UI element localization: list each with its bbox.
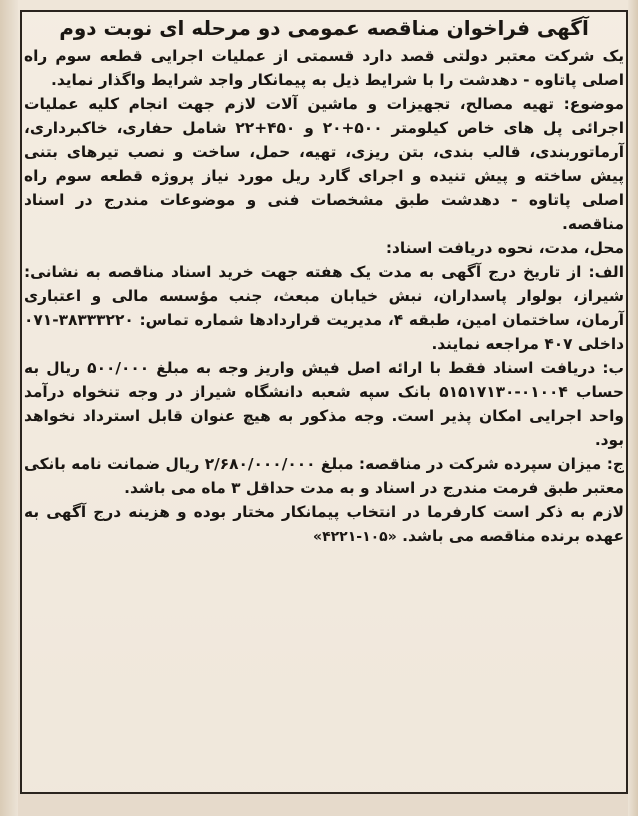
item-a-paragraph: الف: از تاریخ درج آگهی به مدت یک هفته جهت خرید اسناد مناقصه به نشانی: شیراز، بولوار پاسداران، نبش خیابان مبعث، جنب مؤسسه مالی و اعتباری آرمان، ساختمان امین، طبقه ۴، مدیریت قراردادها شماره تماس: ۳۸۳۳۳۲۲۰-۰۷۱ داخلی ۴۰۷ مراجعه نمایند. (24, 263, 624, 353)
item-c-paragraph: ج: میزان سپرده شرکت در مناقصه: مبلغ ۲/۶۸۰/۰۰۰/۰۰۰ ریال ضمانت نامه بانکی معتبر طبق فرمت مندرج در اسناد و به مدت حداقل ۳ ماه می باشد. (24, 455, 624, 497)
notice-title: آگهی فراخوان مناقصه عمومی دو مرحله ای نوبت دوم (59, 16, 589, 40)
page-right-edge (628, 0, 638, 816)
closing-text: لازم به ذکر است کارفرما در انتخاب پیمانکار مختار بوده و هزینه درج آگهی به عهده برنده مناقصه می باشد. (24, 503, 624, 545)
tender-notice (24, 14, 624, 549)
closing-paragraph (24, 500, 624, 549)
place-heading: محل، مدت، نحوه دریافت اسناد: (385, 239, 624, 257)
reference-code: «۴۲۲۱-۱۰۵» (313, 529, 397, 545)
adjacent-column-edge (0, 0, 18, 816)
subject-paragraph: موضوع: تهیه مصالح، تجهیزات و ماشین آلات لازم جهت انجام کلیه عملیات اجرائی پل های خاص کیلومتر ۵۰۰+۲۰ و ۴۵۰+۲۲ شامل حفاری، خاکبرداری، آرماتوربندی، قالب بندی، بتن ریزی، تهیه، حمل، ساخت و نصب تیرهای بتنی پیش ساخته و پیش تنیده و اجرای گارد ریل مورد نیاز پروژه قطعه سوم راه اصلی پاتاوه - دهدشت طبق مشخصات فنی و موضوعات مندرج در اسناد مناقصه. (24, 95, 624, 233)
item-b-paragraph: ب: دریافت اسناد فقط با ارائه اصل فیش واریز وجه به مبلغ ۵۰۰/۰۰۰ ریال به حساب ۰۱۰۰۴-۵۱۵۱۷۱۳۰ بانک سپه شعبه دانشگاه شیراز در وجه تنخواه درآمد واحد اجرایی امکان پذیر است. وجه مذکور به هیچ عنوان قابل استرداد نخواهد بود. (24, 359, 625, 449)
intro-paragraph: یک شرکت معتبر دولتی قصد دارد قسمتی از عملیات اجرایی قطعه سوم راه اصلی پاتاوه - دهدشت را با شرایط ذیل به پیمانکار واجد شرایط واگذار نماید. (24, 47, 624, 89)
